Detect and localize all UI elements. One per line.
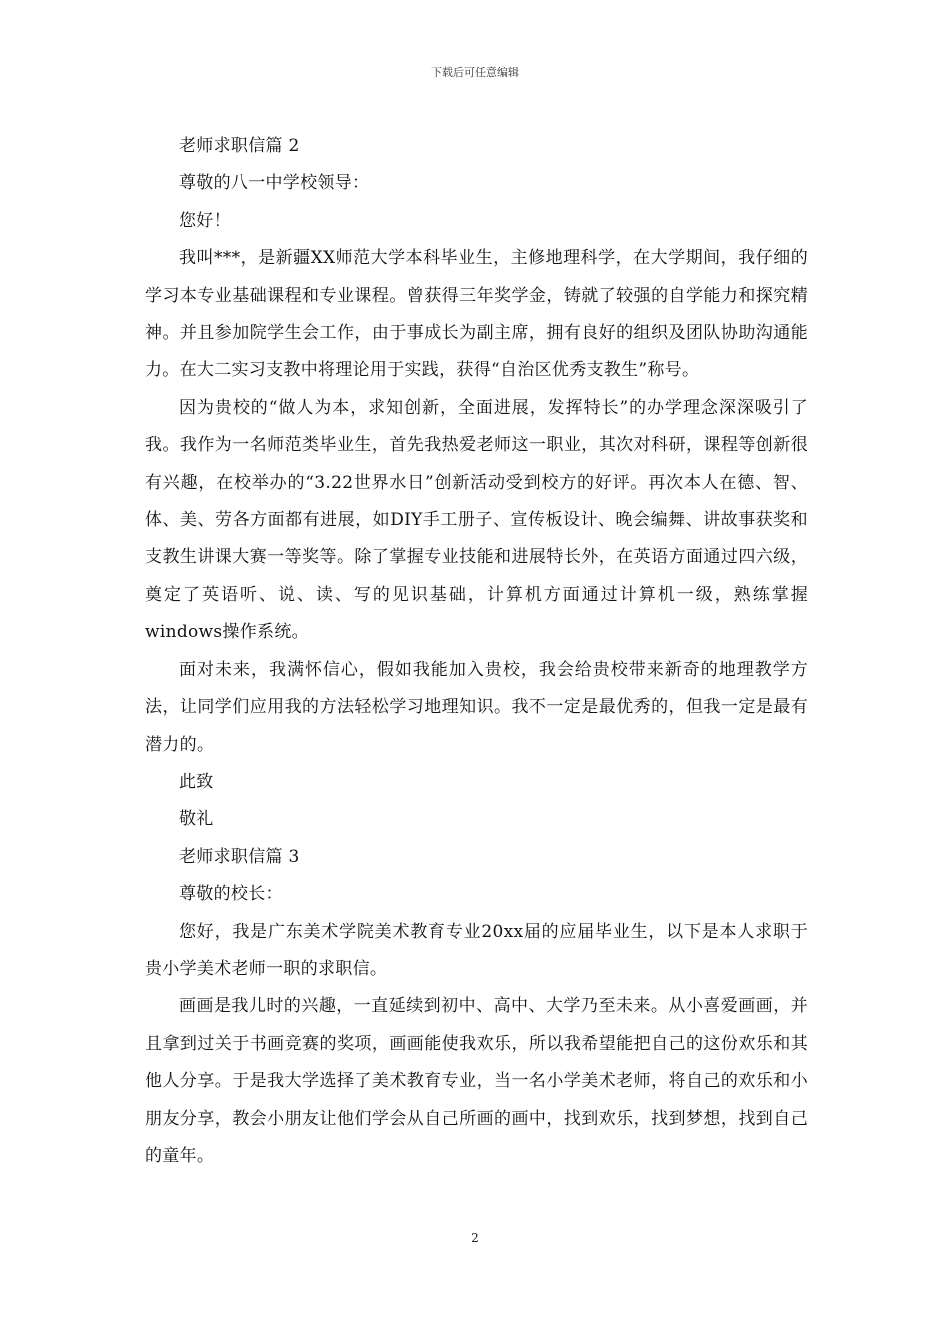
salutation: 尊敬的八一中学校领导： (179, 173, 370, 194)
greeting: 您好！ (179, 210, 231, 231)
page-number: 2 (471, 1231, 479, 1245)
salutation: 尊敬的校长： (179, 884, 283, 905)
body-paragraph: 画画是我儿时的兴趣，一直延续到初中、高中、大学乃至未来。从小喜爱画画，并且拿到过关于书画竞赛的奖项，画画能使我欢乐，所以我希望能把自己的这份欢乐和其他人分享。于是我大学选择了美术教育专业，当一名小学美术老师，将自己的欢乐和小朋友分享，教会小朋友让他们学会从自己所画的画中，找到欢乐，找到梦想，找到自己的童年。 (145, 996, 808, 1166)
closing-regards: 敬礼 (179, 809, 214, 830)
closing-line: 此致 (179, 771, 214, 792)
page-header: 下载后可任意编辑 (431, 66, 519, 79)
body-paragraph: 因为贵校的“做人为本，求知创新，全面进展，发挥特长”的办学理念深深吸引了我。我作为一名师范类毕业生，首先我热爱老师这一职业，其次对科研，课程等创新很有兴趣，在校举办的“3.22世界水日”创新活动受到校方的好评。再次本人在德、智、体、美、劳各方面都有进展，如DIY手工册子、宣传板设计、晚会编舞、讲故事获奖和支教生讲课大赛一等奖等。除了掌握专业技能和进展特长外，在英语方面通过四六级，奠定了英语听、说、读、写的见识基础，计算机方面通过计算机一级，熟练掌握windows操作系统。 (145, 397, 808, 643)
section-heading-2: 老师求职信篇 2 (179, 136, 300, 156)
body-paragraph: 您好，我是广东美术学院美术教育专业20xx届的应届毕业生，以下是本人求职于贵小学美术老师一职的求职信。 (145, 921, 808, 979)
body-paragraph: 面对未来，我满怀信心，假如我能加入贵校，我会给贵校带来新奇的地理教学方法，让同学们应用我的方法轻松学习地理知识。我不一定是最优秀的，但我一定是最有潜力的。 (145, 659, 808, 755)
section-heading-3: 老师求职信篇 3 (179, 846, 300, 867)
body-paragraph: 我叫***，是新疆XX师范大学本科毕业生，主修地理科学，在大学期间，我仔细的学习本专业基础课程和专业课程。曾获得三年奖学金，铸就了较强的自学能力和探究精神。并且参加院学生会工作，由于事成长为副主席，拥有良好的组织及团队协助沟通能力。在大二实习支教中将理论用于实践，获得“自治区优秀支教生”称号。 (145, 248, 808, 381)
document-body (145, 128, 808, 1175)
